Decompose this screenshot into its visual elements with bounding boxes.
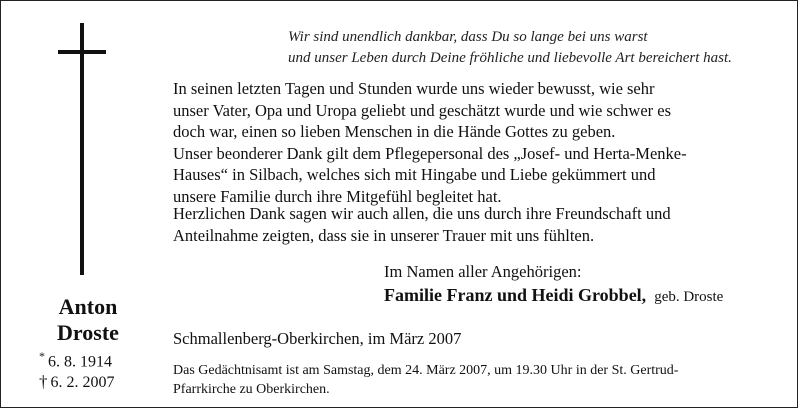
place-date: Schmallenberg-Oberkirchen, im März 2007 bbox=[173, 329, 462, 348]
motto-line: und unser Leben durch Deine fröhliche und liebevolle Art bereichert hast. bbox=[288, 50, 732, 66]
thanks-paragraph bbox=[173, 78, 773, 207]
gratitude-paragraph bbox=[173, 203, 773, 246]
paragraph-line: In seinen letzten Tagen und Stunden wurde uns wieder bewusst, wie sehr bbox=[173, 79, 655, 98]
memorial-notice bbox=[173, 361, 793, 399]
paragraph-line: unsere Familie durch ihre Mitgefühl begleitet hat. bbox=[173, 186, 502, 206]
birth-symbol-icon: * bbox=[39, 349, 45, 363]
deceased-block bbox=[29, 294, 147, 393]
family-name: Familie Franz und Heidi Grobbel, bbox=[384, 285, 647, 305]
birth-date: 6. 8. 1914 bbox=[48, 353, 112, 371]
deceased-last-name: Droste bbox=[57, 320, 119, 345]
deceased-first-name: Anton bbox=[58, 294, 118, 319]
signature-intro: Im Namen aller Angehörigen: bbox=[384, 262, 582, 281]
signature-family bbox=[384, 285, 723, 306]
family-suffix: geb. Droste bbox=[654, 289, 724, 305]
paragraph-line: doch war, einen so lieben Menschen in die Hände Gottes zu geben. bbox=[173, 122, 616, 141]
motto bbox=[288, 27, 788, 69]
death-symbol-icon: † bbox=[39, 372, 48, 392]
death-date-line bbox=[39, 372, 147, 393]
cross-vertical-beam bbox=[80, 23, 84, 275]
paragraph-line: unser Vater, Opa und Uropa geliebt und geschätzt wurde und wie schwer es bbox=[173, 100, 672, 120]
paragraph-line: Anteilnahme zeigten, dass sie in unserer Trauer mit uns fühlten. bbox=[173, 225, 595, 245]
death-date: 6. 2. 2007 bbox=[50, 374, 115, 392]
paragraph-line: Hauses“ in Silbach, welches sich mit Hingabe und Liebe gekümmert und bbox=[173, 165, 656, 184]
notice-line: Das Gedächtnisamt ist am Samstag, dem 24. März 2007, um 19.30 Uhr in der St. Gertrud- bbox=[173, 363, 679, 378]
motto-line: Wir sind unendlich dankbar, dass Du so lange bei uns warst bbox=[288, 29, 648, 45]
notice-line: Pfarrkirche zu Oberkirchen. bbox=[173, 382, 330, 397]
paragraph-line: Herzlichen Dank sagen wir auch allen, die uns durch ihre Freundschaft und bbox=[173, 204, 671, 223]
cross-horizontal-beam bbox=[58, 50, 106, 54]
birth-date-line bbox=[39, 346, 147, 372]
paragraph-line: Unser beonderer Dank gilt dem Pflegepersonal des „Josef- und Herta-Menke- bbox=[173, 143, 687, 163]
